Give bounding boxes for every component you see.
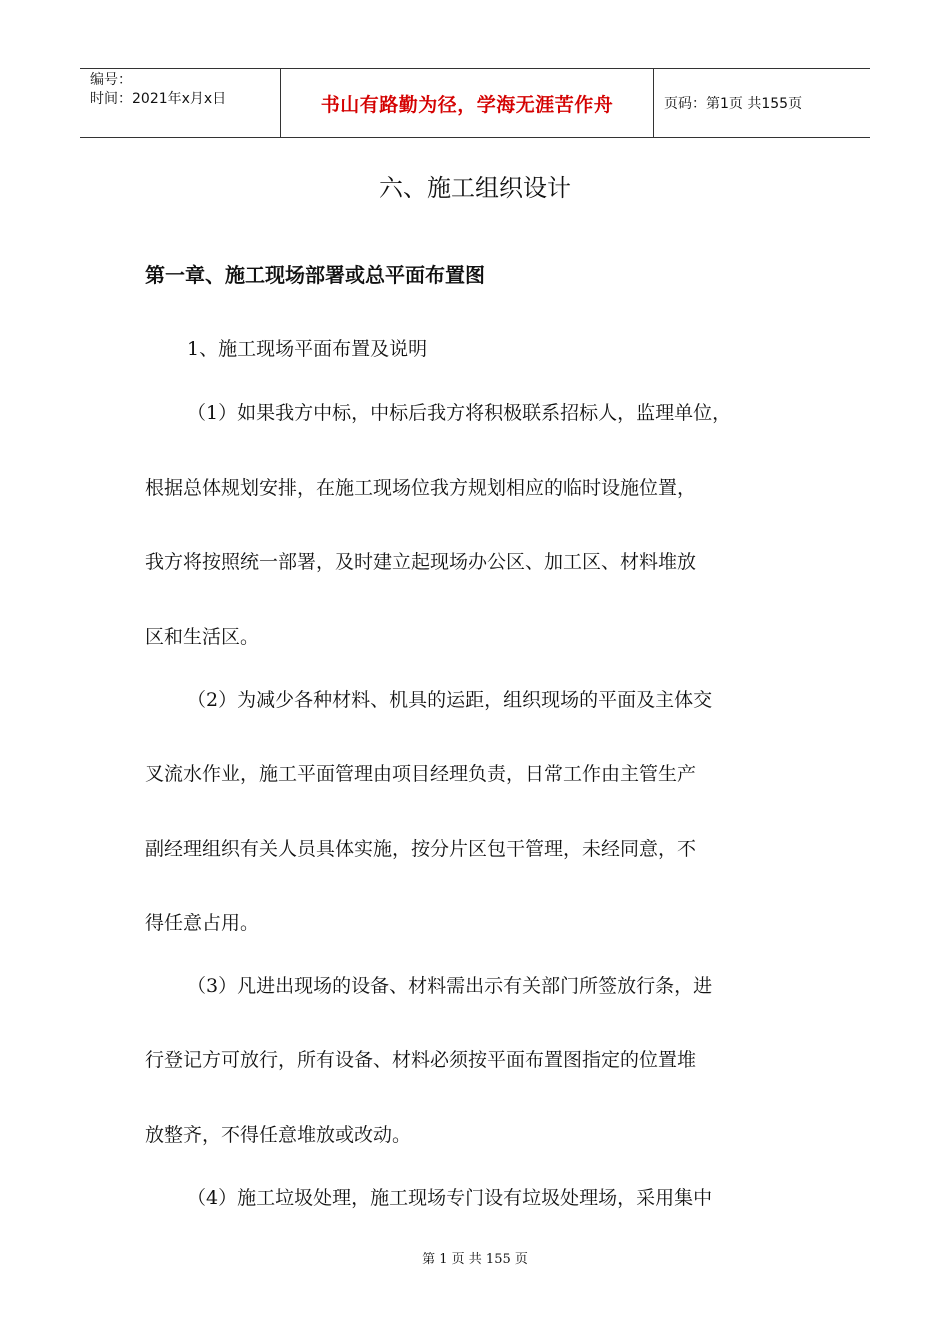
paragraph-line: 副经理组织有关人员具体实施，按分片区包干管理，未经同意，不 xyxy=(145,838,697,860)
paragraph-line: （3）凡进出现场的设备、材料需出示有关部门所签放行条，进 xyxy=(187,975,713,997)
paragraph-line: 根据总体规划安排，在施工现场位我方规划相应的临时设施位置， xyxy=(145,477,697,499)
header-motto: 书山有路勤为径，学海无涯苦作舟 xyxy=(281,69,654,137)
paragraph-line: （1）如果我方中标，中标后我方将积极联系招标人，监理单位， xyxy=(187,402,732,424)
document-title: 六、施工组织设计 xyxy=(379,174,571,202)
paragraph-line: 区和生活区。 xyxy=(145,626,260,648)
page-footer: 第 1 页 共 155 页 xyxy=(422,1252,528,1267)
paragraph-line: （2）为减少各种材料、机具的运距，组织现场的平面及主体交 xyxy=(187,689,713,711)
paragraph-line: 得任意占用。 xyxy=(145,912,260,934)
paragraph-line: 叉流水作业，施工平面管理由项目经理负责，日常工作由主管生产 xyxy=(145,763,697,785)
serial-label: 编号： xyxy=(90,72,132,88)
date-label: 时间：2021年x月x日 xyxy=(90,91,227,107)
section-heading: 1、施工现场平面布置及说明 xyxy=(187,338,428,360)
paragraph-line: 放整齐，不得任意堆放或改动。 xyxy=(145,1124,412,1146)
header-meta xyxy=(80,69,281,137)
header-page-info: 页码：第1页 共155页 xyxy=(664,96,803,112)
chapter-heading: 第一章、施工现场部署或总平面布置图 xyxy=(145,263,485,287)
paragraph-line: 行登记方可放行，所有设备、材料必须按平面布置图指定的位置堆 xyxy=(145,1049,697,1071)
paragraph-line: 我方将按照统一部署，及时建立起现场办公区、加工区、材料堆放 xyxy=(145,551,697,573)
page-header xyxy=(80,68,870,138)
paragraph-line: （4）施工垃圾处理，施工现场专门设有垃圾处理场，采用集中 xyxy=(187,1187,713,1209)
